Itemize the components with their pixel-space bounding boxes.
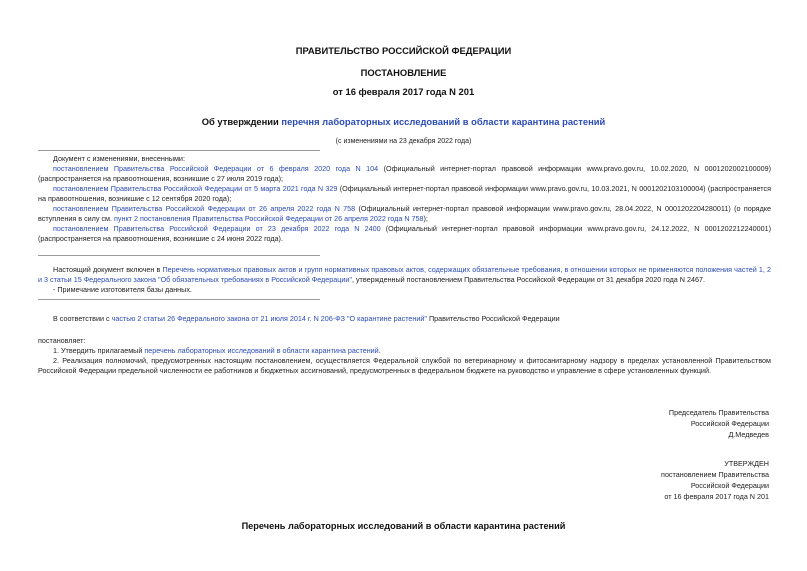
database-note: - Примечание изготовителя базы данных.	[53, 285, 192, 294]
amendment-link[interactable]: постановлением Правительства Российской Федерации от 5 марта 2021 года N 329	[53, 184, 338, 193]
signature-block	[669, 407, 769, 440]
amendment-item: постановлением Правительства Российской Федерации от 23 декабря 2022 года N 2400 (Официальный интернет-портал правовой информации www.pravo.gov.ru, 24.12.2022, N 0001202212240001) (распространяется на правоотношения, возникшие с 24 июня 2022 года).	[38, 224, 771, 243]
approval-block: УТВЕРЖДЕН постановлением Правительства Российской Федерации от 16 февраля 2017 года N 201	[661, 459, 769, 501]
revision-note: (с изменениями на 23 декабря 2022 года)	[335, 138, 472, 145]
amendment-link[interactable]: постановлением Правительства Российской Федерации от 6 февраля 2020 года N 104	[53, 164, 379, 173]
basis-paragraph: В соответствии с частью 2 статьи 26 Федерального закона от 21 июля 2014 г. N 206-ФЗ "О карантине растений" Правительство Российской Федерации	[53, 314, 560, 323]
document-date-number: от 16 февраля 2017 года N 201	[332, 86, 475, 97]
divider	[38, 255, 320, 256]
amendment-item: постановлением Правительства Российской Федерации от 5 марта 2021 года N 329 (Официальный интернет-портал правовой информации www.pravo.gov.ru, 10.03.2021, N 0001202103100004) (распространяется на правоотношения, возникшие с 12 сентября 2020 года);	[38, 184, 771, 203]
signature-country: Российской Федерации	[690, 419, 769, 428]
clause-2: 2. Реализация полномочий, предусмотренных настоящим постановлением, осуществляется Федеральной службой по ветеринарному и фитосанитарному надзору в пределах установленной Правительством Российской Федерации предельной численности ее работников и бюджетных ассигнований, предусмотренных в федеральном бюджете на руководство и управление в сфере установленных функций.	[38, 356, 771, 375]
title-link[interactable]: перечня лабораторных исследований в области карантина растений	[281, 116, 606, 127]
resolution-block	[38, 336, 771, 376]
law-link[interactable]: частью 2 статьи 26 Федерального закона от 21 июля 2014 г. N 206-ФЗ "О карантине растений"	[111, 314, 427, 323]
signature-position: Председатель Правительства	[668, 408, 769, 417]
list-link[interactable]: перечень лабораторных исследований в области карантина растений	[144, 346, 379, 355]
list-title: Перечень лабораторных исследований в области карантина растений	[241, 521, 566, 531]
divider	[38, 299, 320, 300]
amendment-link[interactable]: постановлением Правительства Российской Федерации от 23 декабря 2022 года N 2400	[53, 224, 381, 233]
amendment-item: постановлением Правительства Российской Федерации от 26 апреля 2022 года N 758 (Официальный интернет-портал правовой информации www.pravo.gov.ru, 28.04.2022, N 0001202204280011) (о порядке вступления в силу см. пункт 2 постановления Правительства Российской Федерации от 26 апреля 2022 года N 758);	[38, 204, 771, 223]
amendments-intro: Документ с изменениями, внесенными:	[53, 154, 185, 163]
amendment-link[interactable]: постановлением Правительства Российской Федерации от 26 апреля 2022 года N 758	[53, 204, 356, 213]
divider	[38, 150, 320, 151]
amendments-block	[38, 154, 771, 244]
government-heading: ПРАВИТЕЛЬСТВО РОССИЙСКОЙ ФЕДЕРАЦИИ	[295, 45, 512, 56]
clause-1: 1. Утвердить прилагаемый перечень лабораторных исследований в области карантина растений.	[53, 346, 381, 355]
document-title	[0, 117, 807, 127]
amendment-item: постановлением Правительства Российской Федерации от 6 февраля 2020 года N 104 (Официальный интернет-портал правовой информации www.pravo.gov.ru, 10.02.2020, N 0001202002100009) (распространяется на правоотношения, возникшие с 27 июля 2019 года);	[38, 164, 771, 183]
notice-link[interactable]: Перечень нормативных правовых актов и групп нормативных правовых актов, содержащих обязательные требования, в отношении которых не применяются положения частей 1, 2 и 3 статьи 15 Федерального закона "Об обязательных требованиях в Российской Федерации"	[38, 265, 772, 284]
title-prefix: Об утверждении	[201, 116, 282, 127]
amendment-link[interactable]: пункт 2 постановления Правительства Российской Федерации от 26 апреля 2022 года N 758	[114, 214, 424, 223]
notice-text: Настоящий документ включен в Перечень нормативных правовых актов и групп нормативных правовых актов, содержащих обязательные требования, в отношении которых не применяются положения частей 1, 2 и 3 статьи 15 Федерального закона "Об обязательных требованиях в Российской Федерации", утвержденный постановлением Правительства Российской Федерации от 31 декабря 2020 года N 2467.	[38, 265, 772, 284]
approval-heading: УТВЕРЖДЕН	[724, 459, 769, 468]
notice-block	[38, 265, 771, 295]
decrees-word: постановляет:	[38, 336, 86, 345]
signature-name: Д.Медведев	[728, 430, 769, 439]
document-type-heading: ПОСТАНОВЛЕНИЕ	[360, 67, 447, 78]
